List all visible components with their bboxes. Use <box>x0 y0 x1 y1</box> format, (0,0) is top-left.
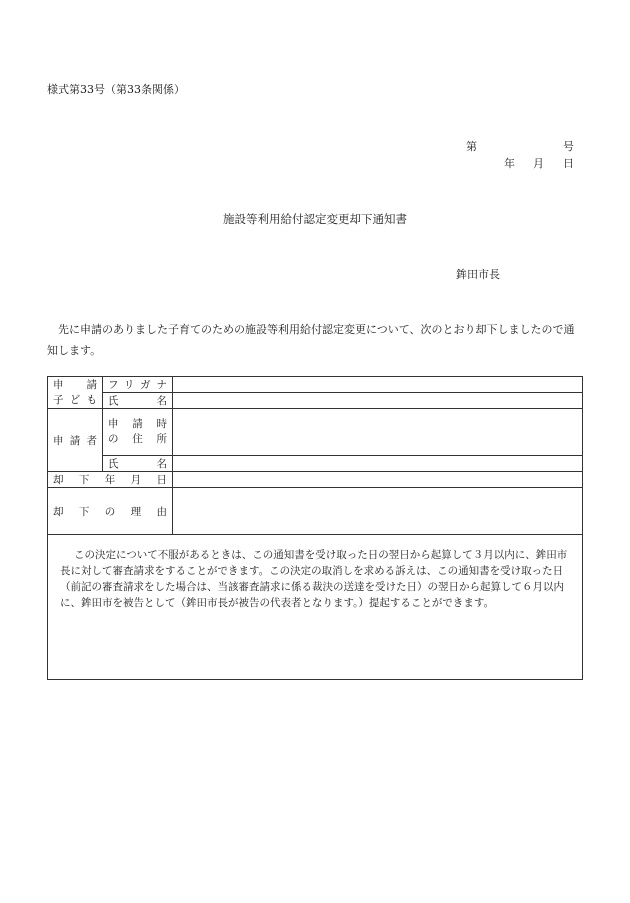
applicant-label: 申請者 <box>53 434 97 447</box>
furigana-label-cell <box>103 377 173 393</box>
appeal-notice-cell <box>48 535 583 680</box>
date-day-label: 日 <box>563 157 574 170</box>
appeal-notice-text: この決定について不服があるときは、この通知書を受け取った日の翌日から起算して３月以内に、鉾田市長に対して審査請求をすることができます。この決定の取消しを求める訴えは、この通知書を受け取った日（前記の審査請求をした場合は、当該審査請求に係る裁決の送達を受けた日）の翌日から起算して６月以内に、鉾田市を被告として（鉾田市長が被告の代表者となります。）提起することができます。 <box>60 549 568 609</box>
rejection-date-label: 却下年月日 <box>53 474 167 486</box>
furigana-value <box>173 377 583 393</box>
date-month-label: 月 <box>533 157 544 170</box>
rejection-reason-label-cell <box>48 488 173 535</box>
applicant-child-label-line-2: 子ども <box>53 393 97 406</box>
issuer-name: 鉾田市長 <box>456 268 500 281</box>
applicant-name-label-cell <box>103 456 173 472</box>
address-label-line-1: 申請時 <box>108 418 167 430</box>
address-label-cell <box>103 409 173 456</box>
form-number: 様式第33号（第33条関係） <box>47 83 185 96</box>
applicant-label-cell <box>48 409 103 472</box>
address-value <box>173 409 583 456</box>
rejection-reason-label: 却下の理由 <box>53 505 167 518</box>
furigana-label: フリガナ <box>108 379 167 391</box>
document-number-prefix: 第 <box>466 140 477 153</box>
child-name-label: 氏 名 <box>108 395 167 407</box>
document-number-suffix: 号 <box>563 140 574 153</box>
rejection-date-label-cell <box>48 472 173 488</box>
applicant-child-label <box>48 377 103 409</box>
body-text: 先に申請のありました子育てのための施設等利用給付認定変更について、次のとおり却下しましたので通知します。 <box>47 323 575 357</box>
rejection-date-value <box>173 472 583 488</box>
applicant-name-value <box>173 456 583 472</box>
applicant-name-label: 氏 名 <box>108 458 167 470</box>
document-title: 施設等利用給付認定変更却下通知書 <box>223 212 407 226</box>
child-name-value <box>173 393 583 409</box>
date-year-label: 年 <box>504 157 515 170</box>
applicant-child-label-line-1: 申 請 <box>53 378 97 391</box>
address-label-line-2: の住所 <box>108 433 167 445</box>
rejection-details-table <box>47 376 583 680</box>
rejection-reason-value <box>173 488 583 535</box>
child-name-label-cell <box>103 393 173 409</box>
